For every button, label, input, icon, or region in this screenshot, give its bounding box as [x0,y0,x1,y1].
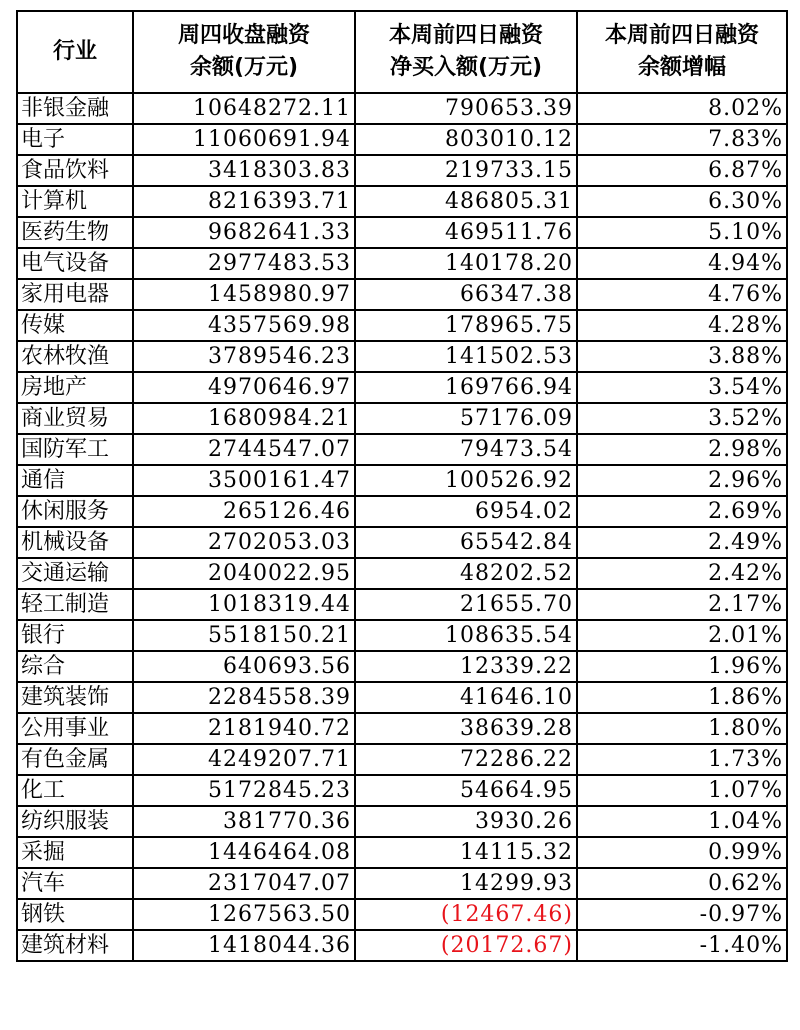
table-row [17,310,787,341]
cell-net-buy: 21655.70 [355,589,577,620]
table-row [17,899,787,930]
table-row [17,620,787,651]
cell-balance: 3789546.23 [133,341,355,372]
cell-balance: 11060691.94 [133,124,355,155]
table-row [17,248,787,279]
cell-industry: 通信 [17,465,133,496]
header-growth [577,11,787,93]
cell-industry: 医药生物 [17,217,133,248]
cell-net-buy: 169766.94 [355,372,577,403]
cell-industry: 计算机 [17,186,133,217]
cell-balance: 1418044.36 [133,930,355,961]
cell-industry: 交通运输 [17,558,133,589]
table-row [17,279,787,310]
cell-growth: 3.54% [577,372,787,403]
cell-net-buy: 14115.32 [355,837,577,868]
header-growth-line-2: 余额增幅 [637,55,726,80]
cell-net-buy: 141502.53 [355,341,577,372]
cell-industry: 机械设备 [17,527,133,558]
cell-growth: -1.40% [577,930,787,961]
cell-industry: 建筑装饰 [17,682,133,713]
cell-balance: 5518150.21 [133,620,355,651]
cell-balance: 2977483.53 [133,248,355,279]
cell-industry: 电子 [17,124,133,155]
cell-growth: 3.52% [577,403,787,434]
cell-net-buy: 54664.95 [355,775,577,806]
header-industry-line-1: 行业 [52,39,97,64]
cell-balance: 9682641.33 [133,217,355,248]
cell-industry: 有色金属 [17,744,133,775]
table-row [17,527,787,558]
header-growth-line-1: 本周前四日融资 [604,23,759,48]
cell-net-buy: 108635.54 [355,620,577,651]
cell-growth: 1.73% [577,744,787,775]
cell-industry: 非银金融 [17,93,133,124]
cell-growth: 4.28% [577,310,787,341]
cell-net-buy: 100526.92 [355,465,577,496]
cell-industry: 商业贸易 [17,403,133,434]
cell-balance: 5172845.23 [133,775,355,806]
cell-industry: 公用事业 [17,713,133,744]
cell-balance: 4249207.71 [133,744,355,775]
cell-net-buy: 219733.15 [355,155,577,186]
cell-growth: 8.02% [577,93,787,124]
cell-net-buy: 72286.22 [355,744,577,775]
cell-growth: 2.98% [577,434,787,465]
header-net-buy [355,11,577,93]
cell-growth: 1.07% [577,775,787,806]
table-row [17,744,787,775]
table-body [17,93,787,961]
cell-industry: 银行 [17,620,133,651]
cell-growth: 2.49% [577,527,787,558]
cell-net-buy: 486805.31 [355,186,577,217]
cell-balance: 640693.56 [133,651,355,682]
table-row [17,589,787,620]
cell-net-buy: 6954.02 [355,496,577,527]
margin-financing-table [16,10,788,962]
header-balance-line-1: 周四收盘融资 [177,23,310,48]
cell-growth: 1.96% [577,651,787,682]
table-row [17,155,787,186]
cell-balance: 4970646.97 [133,372,355,403]
table-row [17,930,787,961]
table-row [17,403,787,434]
cell-balance: 265126.46 [133,496,355,527]
cell-industry: 汽车 [17,868,133,899]
cell-balance: 3500161.47 [133,465,355,496]
cell-industry: 房地产 [17,372,133,403]
cell-growth: 2.17% [577,589,787,620]
cell-growth: 0.62% [577,868,787,899]
cell-growth: 2.96% [577,465,787,496]
cell-growth: 1.86% [577,682,787,713]
cell-net-buy: 38639.28 [355,713,577,744]
cell-net-buy: 14299.93 [355,868,577,899]
table-row [17,713,787,744]
cell-growth: 5.10% [577,217,787,248]
cell-industry: 国防军工 [17,434,133,465]
cell-industry: 钢铁 [17,899,133,930]
cell-net-buy: (20172.67) [355,930,577,961]
cell-balance: 1018319.44 [133,589,355,620]
cell-net-buy: 803010.12 [355,124,577,155]
cell-growth: 1.80% [577,713,787,744]
table-row [17,868,787,899]
cell-industry: 采掘 [17,837,133,868]
table-row [17,496,787,527]
cell-balance: 2317047.07 [133,868,355,899]
cell-balance: 1458980.97 [133,279,355,310]
cell-balance: 2040022.95 [133,558,355,589]
header-balance-line-2: 余额(万元) [189,55,299,80]
cell-growth: 6.30% [577,186,787,217]
cell-industry: 化工 [17,775,133,806]
table-row [17,93,787,124]
cell-net-buy: 469511.76 [355,217,577,248]
cell-balance: 4357569.98 [133,310,355,341]
table-row [17,341,787,372]
cell-balance: 2702053.03 [133,527,355,558]
cell-growth: 6.87% [577,155,787,186]
table-row [17,558,787,589]
table-row [17,837,787,868]
cell-balance: 1267563.50 [133,899,355,930]
cell-balance: 1680984.21 [133,403,355,434]
cell-industry: 电气设备 [17,248,133,279]
cell-balance: 2284558.39 [133,682,355,713]
cell-growth: -0.97% [577,899,787,930]
cell-growth: 0.99% [577,837,787,868]
table-row [17,682,787,713]
table-row [17,465,787,496]
table-row [17,124,787,155]
cell-growth: 1.04% [577,806,787,837]
header-row [17,11,787,93]
cell-industry: 纺织服装 [17,806,133,837]
cell-net-buy: 178965.75 [355,310,577,341]
header-net-buy-line-2: 净买入额(万元) [389,55,543,80]
cell-balance: 2181940.72 [133,713,355,744]
cell-industry: 休闲服务 [17,496,133,527]
cell-net-buy: 66347.38 [355,279,577,310]
header-net-buy-line-1: 本周前四日融资 [388,23,543,48]
cell-net-buy: 79473.54 [355,434,577,465]
header-balance [133,11,355,93]
cell-growth: 2.42% [577,558,787,589]
cell-net-buy: 57176.09 [355,403,577,434]
cell-industry: 食品饮料 [17,155,133,186]
cell-net-buy: 140178.20 [355,248,577,279]
table-row [17,651,787,682]
cell-industry: 家用电器 [17,279,133,310]
table-row [17,372,787,403]
cell-growth: 2.69% [577,496,787,527]
cell-net-buy: (12467.46) [355,899,577,930]
cell-net-buy: 12339.22 [355,651,577,682]
table-row [17,217,787,248]
cell-industry: 建筑材料 [17,930,133,961]
cell-growth: 2.01% [577,620,787,651]
cell-balance: 8216393.71 [133,186,355,217]
cell-balance: 381770.36 [133,806,355,837]
cell-balance: 3418303.83 [133,155,355,186]
table-row [17,775,787,806]
header-industry [17,11,133,93]
cell-industry: 农林牧渔 [17,341,133,372]
cell-net-buy: 3930.26 [355,806,577,837]
cell-industry: 传媒 [17,310,133,341]
cell-net-buy: 41646.10 [355,682,577,713]
cell-net-buy: 48202.52 [355,558,577,589]
table-row [17,806,787,837]
cell-growth: 3.88% [577,341,787,372]
cell-growth: 7.83% [577,124,787,155]
cell-net-buy: 65542.84 [355,527,577,558]
cell-balance: 2744547.07 [133,434,355,465]
cell-industry: 综合 [17,651,133,682]
cell-balance: 10648272.11 [133,93,355,124]
cell-growth: 4.94% [577,248,787,279]
table-row [17,434,787,465]
cell-industry: 轻工制造 [17,589,133,620]
cell-net-buy: 790653.39 [355,93,577,124]
cell-growth: 4.76% [577,279,787,310]
table-row [17,186,787,217]
cell-balance: 1446464.08 [133,837,355,868]
